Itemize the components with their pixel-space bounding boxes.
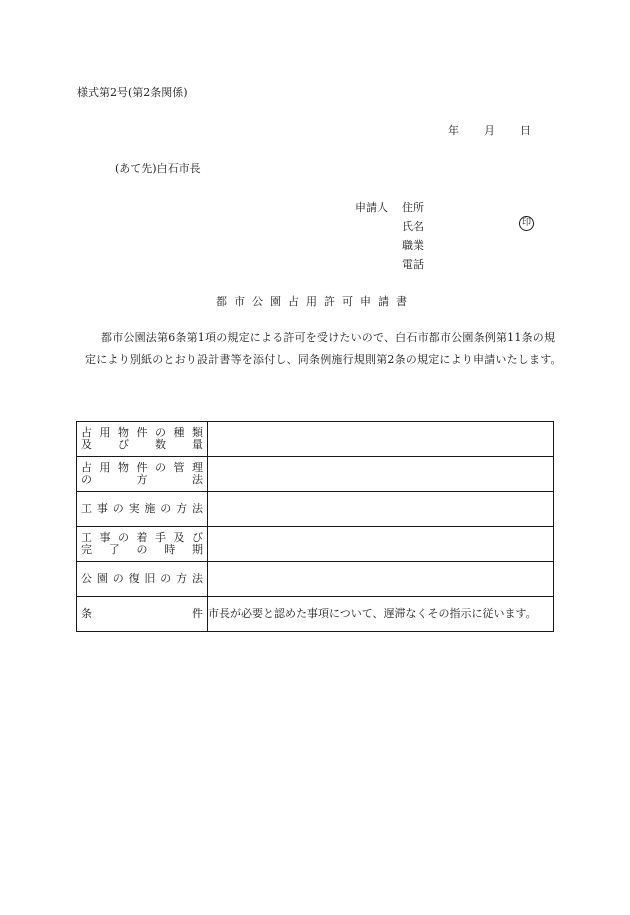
date-year: 年 bbox=[448, 124, 459, 137]
applicant-label: 申請人 bbox=[355, 201, 388, 214]
row-label-line: 工事の実施の方法 bbox=[81, 502, 203, 515]
row-label-line: 条件 bbox=[81, 607, 203, 620]
row-label bbox=[77, 492, 208, 527]
body-paragraph: 都市公園法第6条第1項の規定による許可を受けたいので、白石市都市公園条例第11条の規定により別紙のとおり設計書等を添付し、同条例施行規則第2条の規定により申請いたします。 bbox=[85, 331, 562, 366]
row-label-line: 公園の復旧の方法 bbox=[81, 572, 203, 585]
table-row bbox=[77, 597, 554, 632]
row-value bbox=[208, 527, 554, 562]
table-row bbox=[77, 562, 554, 597]
row-value bbox=[208, 422, 554, 457]
row-label-line: 占用物件の管理 bbox=[81, 461, 203, 474]
row-value bbox=[208, 457, 554, 492]
seal-mark: 印 bbox=[519, 216, 534, 231]
row-label-line: 及び数量 bbox=[81, 438, 203, 451]
table-row bbox=[77, 527, 554, 562]
applicant-name-label: 氏名 bbox=[402, 220, 424, 233]
row-label bbox=[77, 422, 208, 457]
applicant-address-label: 住所 bbox=[402, 201, 424, 214]
row-label-line: 完了の時期 bbox=[81, 543, 203, 556]
row-value: 市長が必要と認めた事項について、遅滞なくその指示に従います。 bbox=[208, 597, 554, 632]
row-value bbox=[208, 492, 554, 527]
date-month: 月 bbox=[484, 124, 495, 137]
table-row bbox=[77, 457, 554, 492]
form-number: 様式第2号(第2条関係) bbox=[77, 86, 188, 99]
row-value bbox=[208, 562, 554, 597]
row-label-line: の方法 bbox=[81, 473, 203, 486]
table-row bbox=[77, 422, 554, 457]
date-line bbox=[448, 122, 531, 138]
row-label bbox=[77, 562, 208, 597]
row-label bbox=[77, 527, 208, 562]
row-label bbox=[77, 457, 208, 492]
applicant-phone-label: 電話 bbox=[402, 258, 424, 271]
addressee: (あて先)白石市長 bbox=[115, 162, 201, 175]
row-label bbox=[77, 597, 208, 632]
table-row bbox=[77, 492, 554, 527]
applicant-occupation-label: 職業 bbox=[402, 239, 424, 252]
row-label-line: 占用物件の種類 bbox=[81, 426, 203, 439]
application-table bbox=[76, 421, 554, 632]
date-day: 日 bbox=[520, 124, 531, 137]
document-title: 都市公園占用許可申請書 bbox=[216, 295, 414, 308]
row-label-line: 工事の着手及び bbox=[81, 531, 203, 544]
